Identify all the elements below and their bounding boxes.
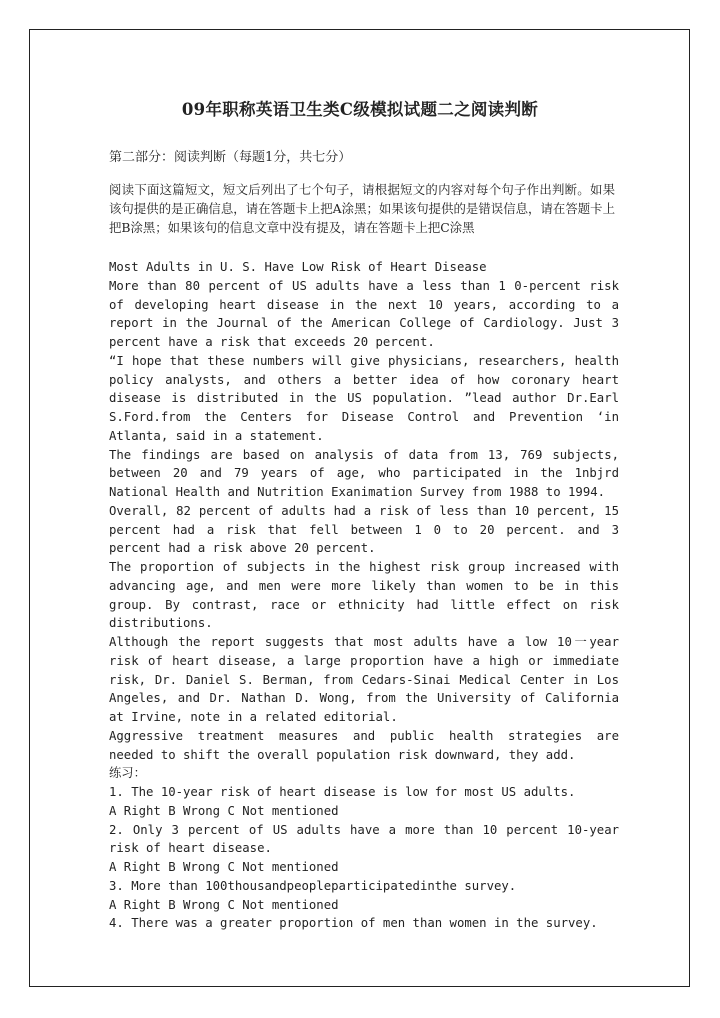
section-heading: 第二部分：阅读判断（每题1分，共七分）	[109, 150, 352, 165]
instructions-paragraph: 阅读下面这篇短文，短文后列出了七个句子，请根据短文的内容对每个句子作出判断。如果该句提供的是正确信息，请在答题卡上把A涂黑；如果该句提供的是错误信息，请在答题卡上把B涂黑；如果该句的信息文章中没有提及，请在答题卡上把C涂黑	[109, 182, 615, 235]
document-title: 09年职称英语卫生类C级模拟试题二之阅读判断	[181, 100, 539, 119]
article-title: Most Adults in U. S. Have Low Risk of Heart Disease	[109, 260, 487, 274]
question-2: 2. Only 3 percent of US adults have a more than 10 percent 10-year risk of heart disease.	[109, 822, 619, 856]
question-4: 4. There was a greater proportion of men than women in the survey.	[109, 916, 598, 931]
paragraph-2: “I hope that these numbers will give physicians, researchers, health policy analysts, and others a better idea of how coronary heart disease is distributed in the US population. ”lead author Dr.Earl S.Ford.from the Centers for Disease Control and Prevention ‘in Atlanta, said in a statement.	[109, 353, 619, 443]
paragraph-5: The proportion of subjects in the highest risk group increased with advancing age, and men were more likely than women to be in this group. By contrast, race or ethnicity had little effect on risk distributions.	[109, 560, 619, 631]
paragraph-7: Aggressive treatment measures and public health strategies are needed to shift the overall population risk downward, they add.	[109, 728, 619, 762]
exercise-label: 练习：	[109, 766, 146, 781]
question-1-options: A Right B Wrong C Not mentioned	[109, 803, 339, 818]
question-3-options: A Right B Wrong C Not mentioned	[109, 897, 339, 912]
question-2-options: A Right B Wrong C Not mentioned	[109, 860, 339, 874]
article-body	[109, 258, 619, 933]
paragraph-6: Although the report suggests that most adults have a low 10一year risk of heart disease, a large proportion have a high or immediate risk, Dr. Daniel S. Berman, from Cedars-Sinai Medical Center in Los Angeles, and Dr. Nathan D. Wong, from the University of California at Irvine, note in a related editorial.	[109, 635, 619, 724]
question-1: 1. The 10-year risk of heart disease is low for most US adults.	[109, 785, 576, 799]
paragraph-4: Overall, 82 percent of adults had a risk of less than 10 percent, 15 percent had a risk that fell between 1 0 to 20 percent. and 3 percent had a risk above 20 percent.	[109, 503, 619, 556]
question-3: 3. More than 100thousandpeopleparticipatedinthe survey.	[109, 878, 517, 893]
paragraph-1: More than 80 percent of US adults have a less than 1 0-percent risk of developing heart disease in the next 10 years, according to a report in the Journal of the American College of Cardiology. Just 3 percent have a risk that exceeds 20 percent.	[109, 278, 619, 349]
paragraph-3: The findings are based on analysis of data from 13, 769 subjects, between 20 and 79 years of age, who participated in the 1nbjrd National Health and Nutrition Exanimation Survey from 1988 to 1994.	[109, 447, 619, 499]
